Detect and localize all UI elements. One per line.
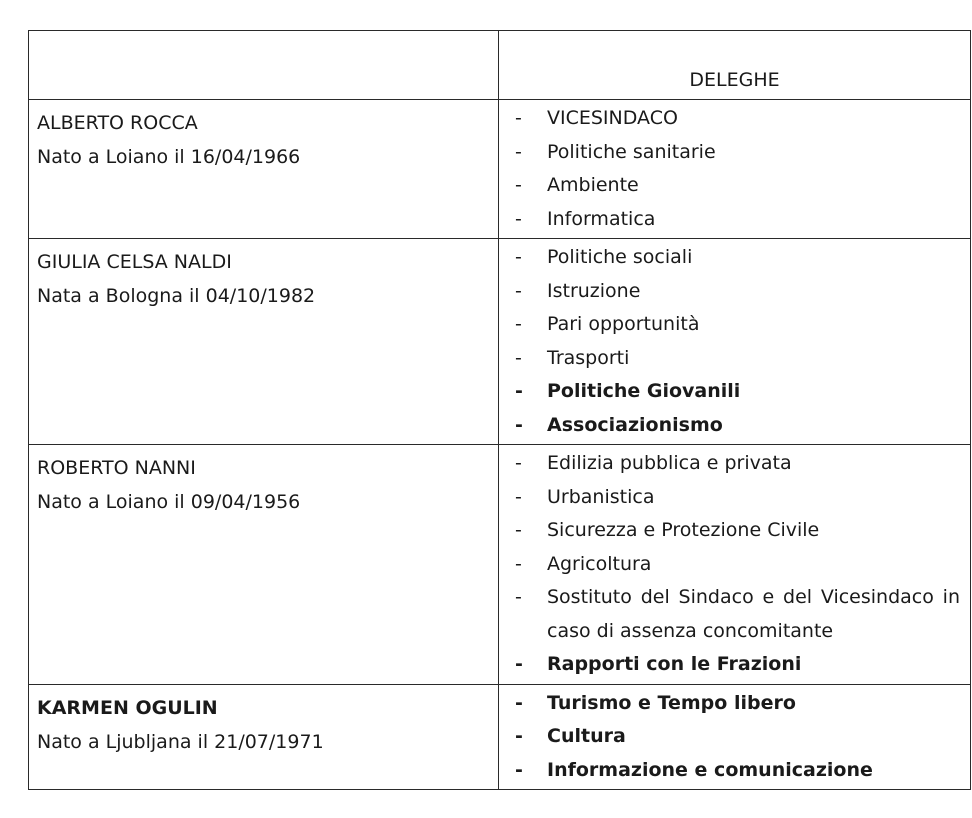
delegations-list — [499, 100, 970, 238]
delegation-item: - Rapporti con le Frazioni — [499, 648, 960, 682]
header-row — [29, 31, 971, 100]
person-info — [29, 445, 498, 519]
person-name: GIULIA CELSA NALDI — [37, 251, 232, 273]
table-row — [29, 239, 971, 445]
person-name: ROBERTO NANNI — [37, 457, 196, 479]
delegation-item: - Turismo e Tempo libero — [499, 687, 960, 721]
delegations-table — [28, 30, 971, 790]
delegation-item: - Pari opportunità — [499, 308, 960, 342]
delegation-item: - Edilizia pubblica e privata — [499, 447, 960, 481]
delegation-item: - Ambiente — [499, 169, 960, 203]
person-cell — [29, 684, 499, 790]
person-cell — [29, 239, 499, 445]
delegations-cell — [499, 445, 971, 685]
delegation-item: - Politiche sanitarie — [499, 136, 960, 170]
person-birth: Nata a Bologna il 04/10/1982 — [37, 285, 316, 307]
delegation-item: - Informazione e comunicazione — [499, 754, 960, 788]
delegation-item: - Trasporti — [499, 342, 960, 376]
person-name: ALBERTO ROCCA — [37, 112, 198, 134]
delegation-item: - Agricoltura — [499, 548, 960, 582]
delegation-item: - Politiche sociali — [499, 241, 960, 275]
person-info — [29, 685, 498, 759]
delegation-item: - Sostituto del Sindaco e del Vicesindaco in caso di assenza concomitante — [499, 581, 960, 648]
delegation-item: - Politiche Giovanili — [499, 375, 960, 409]
delegations-list — [499, 445, 970, 684]
delegation-item: - Associazionismo — [499, 409, 960, 443]
person-birth: Nato a Loiano il 16/04/1966 — [37, 146, 301, 168]
person-birth: Nato a Ljubljana il 21/07/1971 — [37, 730, 324, 753]
delegations-list — [499, 239, 970, 444]
person-birth: Nato a Loiano il 09/04/1956 — [37, 491, 301, 513]
delegation-item: - VICESINDACO — [499, 102, 960, 136]
table-row — [29, 445, 971, 685]
delegation-item: - Cultura — [499, 720, 960, 754]
delegations-cell — [499, 239, 971, 445]
delegation-item: - Urbanistica — [499, 481, 960, 515]
person-cell — [29, 100, 499, 239]
person-cell — [29, 445, 499, 685]
delegations-list — [499, 685, 970, 790]
person-info — [29, 239, 498, 313]
table-row — [29, 684, 971, 790]
header-name-cell — [29, 31, 499, 100]
table-row — [29, 100, 971, 239]
delegations-cell — [499, 684, 971, 790]
delegations-cell — [499, 100, 971, 239]
person-info — [29, 100, 498, 174]
table-body — [29, 100, 971, 790]
delegation-item: - Sicurezza e Protezione Civile — [499, 514, 960, 548]
person-name: KARMEN OGULIN — [37, 696, 218, 719]
header-deleghe-cell: DELEGHE — [499, 31, 971, 100]
delegation-item: - Istruzione — [499, 275, 960, 309]
delegation-item: - Informatica — [499, 203, 960, 237]
